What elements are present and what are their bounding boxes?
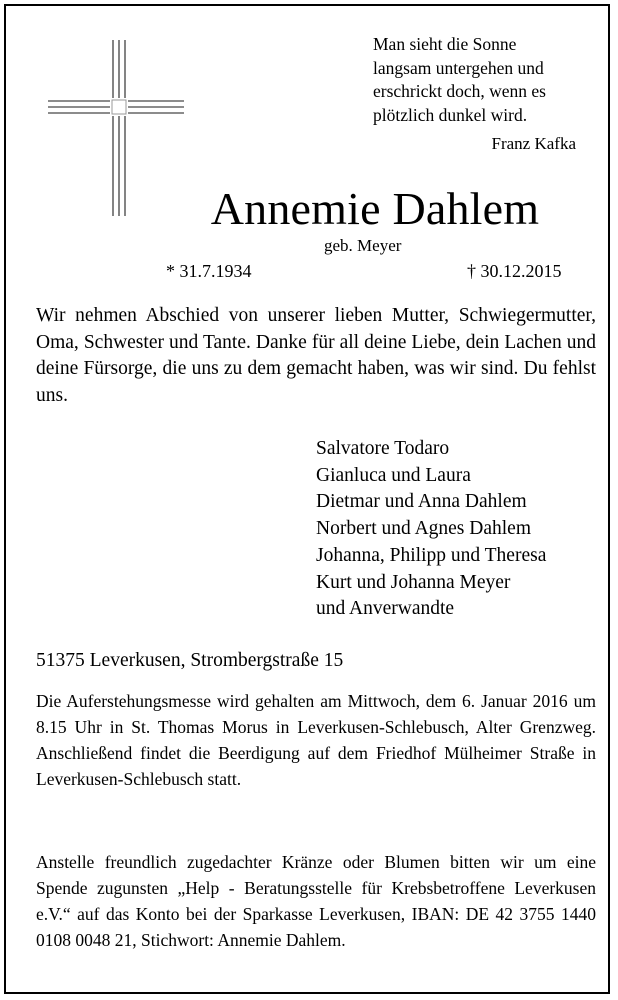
mourner: Johanna, Philipp und Theresa: [316, 544, 547, 566]
quote-line: langsam untergehen und: [373, 57, 544, 78]
deceased-name: Annemie Dahlem: [210, 183, 540, 234]
service-text: Die Auferstehungsmesse wird gehalten am Mittwoch, dem 6. Januar 2016 um 8.15 Uhr in St. Thomas Morus in Leverkusen-Schlebusch, Alter Grenzweg. Anschließend findet die Beerdigung auf dem Friedhof Mülheimer Straße in Leverkusen-Schlebusch statt.: [36, 691, 596, 789]
mourner: Gianluca und Laura: [316, 464, 471, 486]
mourner: Norbert und Agnes Dahlem: [316, 518, 531, 540]
family-address: 51375 Leverkusen, Strombergstraße 15: [36, 650, 344, 671]
maiden-name: geb. Meyer: [324, 236, 402, 255]
quote-line: plötzlich dunkel wird.: [373, 104, 528, 125]
mourners-list: [316, 436, 546, 623]
mourner: Salvatore Todaro: [316, 438, 450, 459]
kafka-quote: [373, 33, 613, 127]
death-date: † 30.12.2015: [467, 261, 562, 281]
quote-author: Franz Kafka: [491, 134, 576, 153]
farewell-text: Wir nehmen Abschied von unserer lieben Mutter, Schwiegermutter, Oma, Schwester und Tante. Danke für all deine Liebe, dein Lachen und deine Fürsorge, die uns zu dem gemacht haben, was wir sind. Du fehlst uns.: [36, 305, 596, 406]
mourner: Kurt und Johanna Meyer: [316, 571, 511, 593]
birth-date: * 31.7.1934: [166, 261, 252, 281]
mourner: Dietmar und Anna Dahlem: [316, 491, 527, 513]
obituary-frame: [4, 4, 610, 994]
quote-line: Man sieht die Sonne: [373, 34, 517, 54]
mourner: und Anverwandte: [316, 598, 455, 620]
quote-line: erschrickt doch, wenn es: [373, 81, 546, 101]
donation-text: Anstelle freundlich zugedachter Kränze oder Blumen bitten wir um eine Spende zugunsten „Help - Beratungsstelle für Krebsbetroffene Leverkusen e.V.“ auf das Konto bei der Sparkasse Leverkusen, IBAN: DE 42 3755 1440 0108 0048 21, Stichwort: Annemie Dahlem.: [36, 852, 596, 950]
